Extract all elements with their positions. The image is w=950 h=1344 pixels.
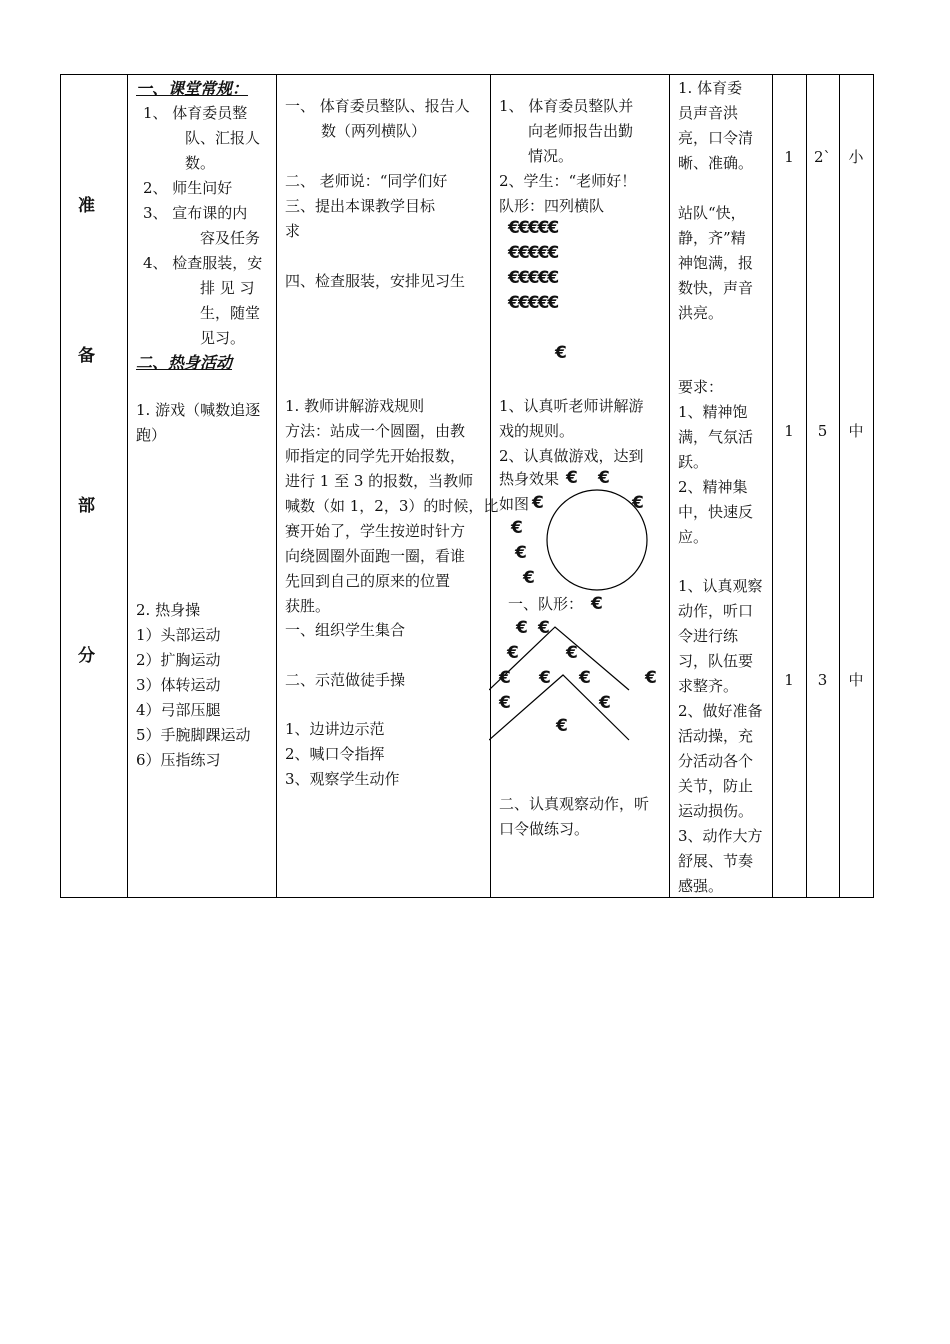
section-label-char: 准 (78, 196, 95, 216)
student-marker-icon: € (579, 668, 591, 688)
teacher-marker-icon: € (556, 716, 568, 736)
column-divider (127, 75, 128, 897)
teacher-text: 先回到自己的原来的位置 (285, 572, 451, 590)
student-text: 情况。 (528, 147, 574, 165)
column-divider (839, 75, 840, 897)
times-cell: 1 (784, 422, 794, 440)
requirement-text: 1、认真观察 (678, 577, 763, 595)
teacher-text: 数（两列横队） (321, 122, 427, 140)
teacher-text: 1. 教师讲解游戏规则 (285, 397, 425, 415)
intensity-cell: 小 (848, 148, 864, 166)
list-item: 1、 体育委员整 (143, 104, 248, 122)
list-item: 排 见 习 (200, 279, 255, 297)
requirement-text: 1. 体育委 (678, 79, 743, 97)
section-label-char: 部 (78, 496, 95, 516)
student-marker-icon: € (511, 518, 523, 538)
teacher-text: 喊数（如 1，2，3）的时候，比 (285, 497, 499, 515)
student-text: 热身效果 (499, 470, 560, 488)
student-marker-icon: € (515, 543, 527, 563)
list-item: 生，随堂 (200, 304, 261, 322)
list-item: 队、汇报人 (185, 129, 261, 147)
requirement-text: 洪亮。 (678, 304, 724, 322)
teacher-text: 进行 1 至 3 的报数，当教师 (285, 472, 474, 490)
student-marker-icon: € (507, 643, 519, 663)
teacher-text: 获胜。 (285, 597, 331, 615)
teacher-text: 一、 体育委员整队、报告人 (285, 97, 470, 115)
list-item: 3、 宣布课的内 (143, 204, 248, 222)
teacher-text: 求 (285, 222, 301, 240)
requirement-text: 分活动各个 (678, 752, 754, 770)
teacher-text: 二、 老师说：“同学们好 (285, 172, 448, 190)
times-cell: 1 (784, 148, 794, 166)
formation-row: €€€€€ (508, 218, 558, 238)
requirement-text: 3、动作大方 (678, 827, 763, 845)
times-cell: 1 (784, 671, 794, 689)
student-text: 1、认真听老师讲解游 (499, 397, 644, 415)
teacher-text: 方法：站成一个圆圈，由教 (285, 422, 466, 440)
student-marker-icon: € (499, 693, 511, 713)
student-marker-icon: € (632, 493, 644, 513)
student-text: 一、队形： (508, 595, 584, 613)
requirement-text: 感强。 (678, 877, 724, 895)
student-text: 向老师报告出勤 (528, 122, 634, 140)
teacher-text: 2、喊口令指挥 (285, 745, 385, 763)
column-divider (276, 75, 277, 897)
student-marker-icon: € (523, 568, 535, 588)
list-item: 3）体转运动 (136, 676, 221, 694)
list-item: 4）弓部压腿 (136, 701, 221, 719)
requirement-text: 运动损伤。 (678, 802, 754, 820)
student-text: 2、学生：“老师好！ (499, 172, 637, 190)
requirement-text: 满，气氛活 (678, 428, 754, 446)
section-label-char: 分 (78, 646, 95, 666)
list-item: 见习。 (200, 329, 246, 347)
heading-warmup: 二、热身活动 (136, 353, 233, 372)
teacher-text: 向绕圆圈外面跑一圈，看谁 (285, 547, 466, 565)
heading-class-routine: 一、课堂常规： (136, 79, 249, 98)
teacher-text: 1、边讲边示范 (285, 720, 385, 738)
section-label-char: 备 (78, 346, 95, 366)
requirement-text: 中，快速反 (678, 503, 754, 521)
student-marker-icon: € (566, 468, 578, 488)
teacher-text: 二、示范做徒手操 (285, 671, 406, 689)
student-marker-icon: € (591, 594, 603, 614)
list-item: 2. 热身操 (136, 601, 201, 619)
student-text: 队形：四列横队 (499, 197, 605, 215)
requirement-text: 神饱满，报 (678, 254, 754, 272)
student-text: 2、认真做游戏，达到 (499, 447, 644, 465)
requirement-text: 2、精神集 (678, 478, 748, 496)
intensity-cell: 中 (848, 422, 864, 440)
requirement-text: 员声音洪 (678, 104, 739, 122)
requirement-text: 站队“快， (678, 204, 746, 222)
requirement-text: 舒展、节奏 (678, 852, 754, 870)
student-text: 1、 体育委员整队并 (499, 97, 634, 115)
list-item: 2）扩胸运动 (136, 651, 221, 669)
formation-row: €€€€€ (508, 243, 558, 263)
list-item: 容及任务 (200, 229, 261, 247)
minutes-cell: 3 (817, 671, 828, 689)
student-marker-icon: € (645, 668, 657, 688)
intensity-cell: 中 (848, 671, 864, 689)
column-divider (669, 75, 670, 897)
list-item: 1. 游戏（喊数追逐 (136, 401, 261, 419)
student-marker-icon: € (499, 668, 511, 688)
list-item: 1）头部运动 (136, 626, 221, 644)
student-text: 二、认真观察动作，听 (499, 795, 650, 813)
requirement-text: 求整齐。 (678, 677, 739, 695)
student-text: 戏的规则。 (499, 422, 575, 440)
minutes-cell: 2` (813, 148, 832, 166)
teacher-text: 一、组织学生集合 (285, 621, 406, 639)
list-item: 2、 师生问好 (143, 179, 233, 197)
requirement-text: 静，齐”精 (678, 229, 746, 247)
student-text: 如图 (499, 495, 530, 513)
requirement-text: 跃。 (678, 453, 709, 471)
column-divider (806, 75, 807, 897)
student-marker-icon: € (566, 643, 578, 663)
student-marker-icon: € (598, 468, 610, 488)
list-item: 跑） (136, 426, 167, 444)
minutes-cell: 5 (817, 422, 828, 440)
requirement-text: 2、做好准备 (678, 702, 763, 720)
teacher-marker-icon: € (555, 343, 567, 363)
student-marker-icon: € (539, 668, 551, 688)
teacher-text: 三、提出本课教学目标 (285, 197, 436, 215)
student-marker-icon: € (532, 493, 544, 513)
requirement-text: 令进行练 (678, 627, 739, 645)
requirement-text: 动作，听口 (678, 602, 754, 620)
student-marker-icon: € (538, 618, 550, 638)
teacher-text: 赛开始了，学生按逆时针方 (285, 522, 466, 540)
requirement-text: 1、精神饱 (678, 403, 748, 421)
requirement-text: 数快，声音 (678, 279, 754, 297)
teacher-text: 师指定的同学先开始报数， (285, 447, 466, 465)
list-item: 数。 (185, 154, 216, 172)
requirement-text: 活动操，充 (678, 727, 754, 745)
list-item: 6）压指练习 (136, 751, 221, 769)
requirement-text: 关节，防止 (678, 777, 754, 795)
requirement-text: 晰、准确。 (678, 154, 754, 172)
column-divider (772, 75, 773, 897)
requirement-text: 习，队伍要 (678, 652, 754, 670)
student-marker-icon: € (516, 618, 528, 638)
student-marker-icon: € (599, 693, 611, 713)
student-text: 口令做练习。 (499, 820, 590, 838)
formation-row: €€€€€ (508, 268, 558, 288)
requirement-text: 要求： (678, 378, 724, 396)
list-item: 4、 检查服装，安 (143, 254, 263, 272)
requirement-text: 亮，口令清 (678, 129, 754, 147)
formation-row: €€€€€ (508, 293, 558, 313)
list-item: 5）手腕脚踝运动 (136, 726, 251, 744)
teacher-text: 四、检查服装，安排见习生 (285, 272, 466, 290)
teacher-text: 3、观察学生动作 (285, 770, 400, 788)
requirement-text: 应。 (678, 528, 709, 546)
